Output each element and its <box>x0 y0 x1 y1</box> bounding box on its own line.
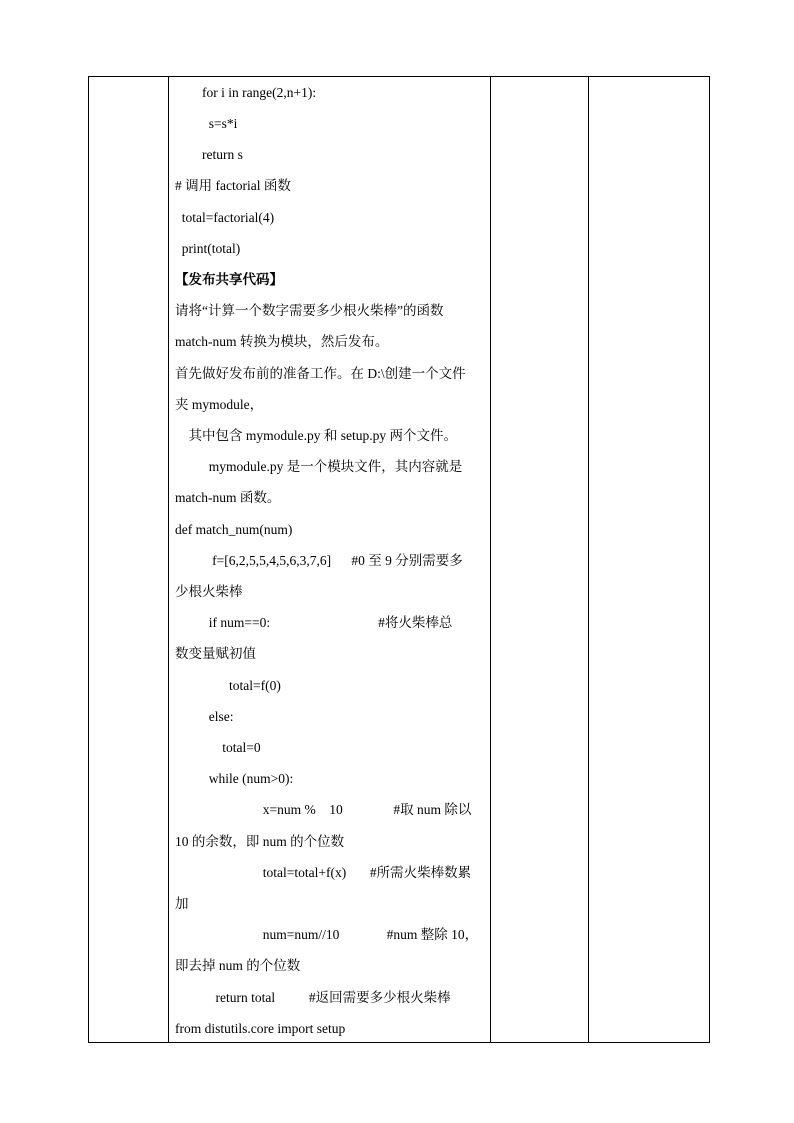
text-line: if num==0: #将火柴棒总 <box>175 615 453 630</box>
text-line: return total #返回需要多少根火柴棒 <box>175 990 451 1005</box>
empty-cell <box>589 77 710 1043</box>
text-line: mymodule.py 是一个模块文件，其内容就是 <box>175 459 463 474</box>
text-line: print(total) <box>175 241 241 256</box>
text-line: 10 的余数，即 num 的个位数 <box>175 834 345 849</box>
left-column-cell <box>89 77 169 1043</box>
content-cell <box>169 77 491 1043</box>
text-line: 其中包含 mymodule.py 和 setup.py 两个文件。 <box>175 428 457 443</box>
text-line: total=total+f(x) #所需火柴棒数累 <box>175 865 472 880</box>
text-line: total=f(0) <box>175 678 281 693</box>
text-line: 夹 mymodule， <box>175 397 264 412</box>
code-content <box>169 77 490 1042</box>
text-line: 首先做好发布前的准备工作。在 D:\创建一个文件 <box>175 366 466 381</box>
text-line: def match_num(num) <box>175 522 293 537</box>
text-line: match-num 转换为模块，然后发布。 <box>175 334 389 349</box>
text-line: while (num>0): <box>175 771 294 786</box>
text-line: from distutils.core import setup <box>175 1021 346 1036</box>
text-line: 少根火柴棒 <box>175 584 243 599</box>
text-line: f=[6,2,5,5,4,5,6,3,7,6] #0 至 9 分别需要多 <box>175 553 463 568</box>
empty-cell <box>491 77 589 1043</box>
text-line: total=factorial(4) <box>175 210 275 225</box>
text-line: match-num 函数。 <box>175 490 281 505</box>
text-line: # 调用 factorial 函数 <box>175 178 291 193</box>
text-line: 数变量赋初值 <box>175 646 256 661</box>
text-line: for i in range(2,n+1): <box>175 85 317 100</box>
text-line: return s <box>175 147 243 162</box>
text-line: else: <box>175 709 234 724</box>
text-line: s=s*i <box>175 116 238 131</box>
section-heading: 【发布共享代码】 <box>175 272 283 288</box>
text-line: num=num//10 #num 整除 10， <box>175 927 479 942</box>
text-line: total=0 <box>175 740 261 755</box>
text-line: 即去掉 num 的个位数 <box>175 958 301 973</box>
text-line: 加 <box>175 896 189 911</box>
text-line: 请将“计算一个数字需要多少根火柴棒”的函数 <box>175 303 444 318</box>
document-table <box>88 76 710 1043</box>
table-row <box>89 77 710 1043</box>
text-line: x=num % 10 #取 num 除以 <box>175 802 472 817</box>
